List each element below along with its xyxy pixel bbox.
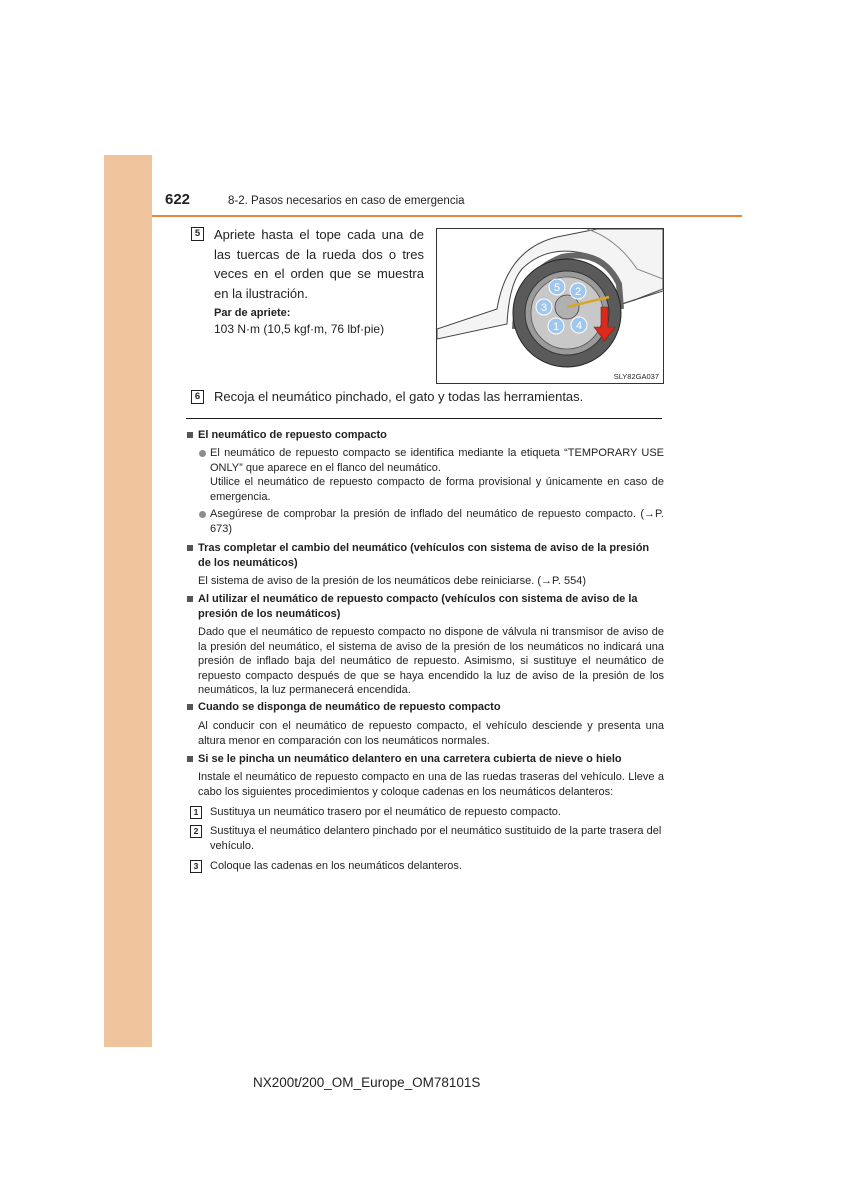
note-bullet-3 <box>187 596 193 602</box>
note-heading-spare-tire: El neumático de repuesto compacto <box>198 429 387 441</box>
note-bullet-5 <box>187 756 193 762</box>
footer-manual-code: NX200t/200_OM_Europe_OM78101S <box>253 1075 481 1090</box>
note-spare-tire-usage-text: Utilice el neumático de repuesto compacto de forma provisional y únicamente en caso de emergencia. <box>210 476 664 503</box>
step-number-6: 6 <box>191 390 204 404</box>
header-rule <box>152 215 742 217</box>
torque-label: Par de apriete: <box>214 307 291 319</box>
step-5-text: Apriete hasta el tope cada una de las tuercas de la rueda dos o tres veces en el orden que se muestra en la ilustración. <box>214 227 424 301</box>
note-bullet-2 <box>187 545 193 551</box>
note-heading-after-change: Tras completar el cambio del neumático (vehículos con sistema de aviso de la presión de los neumáticos) <box>198 542 650 569</box>
wheel-nut-illustration <box>436 228 664 384</box>
note-dot-2 <box>199 511 206 518</box>
note-dot-1 <box>199 450 206 457</box>
note-bullet-1 <box>187 432 193 438</box>
note-heading-using-spare: Al utilizar el neumático de repuesto compacto (vehículos con sistema de aviso de la presión de los neumáticos) <box>198 593 638 620</box>
substep-number-3: 3 <box>190 860 202 873</box>
note-after-change-text: El sistema de aviso de la presión de los neumáticos debe reiniciarse. (→P. 554) <box>198 575 587 587</box>
substep-3-text: Coloque las cadenas en los neumáticos delanteros. <box>210 860 462 872</box>
torque-value: 103 N·m (10,5 kgf·m, 76 lbf·pie) <box>214 322 385 336</box>
step-number-5: 5 <box>191 227 204 241</box>
note-heading-snow-ice: Si se le pincha un neumático delantero en una carretera cubierta de nieve o hielo <box>198 753 622 765</box>
note-snow-ice-text: Instale el neumático de repuesto compacto en una de las ruedas traseras del vehículo. Lleve a cabo los siguientes procedimientos y coloque cadenas en los neumáticos delanteros: <box>198 771 664 798</box>
notes-divider <box>186 418 662 419</box>
note-spare-tire-label-text: El neumático de repuesto compacto se identifica mediante la etiqueta “TEMPORARY USE ONLY” que aparece en el flanco del neumático. <box>210 447 664 474</box>
wheel-illustration-svg <box>437 229 663 383</box>
substep-1-text: Sustituya un neumático trasero por el neumático de repuesto compacto. <box>210 806 561 818</box>
note-driving-spare-text: Al conducir con el neumático de repuesto compacto, el vehículo desciende y presenta una altura menor en comparación con los neumáticos normales. <box>198 720 664 747</box>
nut-label-5: 5 <box>553 282 561 294</box>
nut-label-3: 3 <box>540 302 548 314</box>
page-number: 622 <box>165 191 191 208</box>
chapter-tab-band <box>104 155 152 1047</box>
section-title: 8-2. Pasos necesarios en caso de emergencia <box>228 195 465 207</box>
note-bullet-4 <box>187 704 193 710</box>
note-heading-driving-spare: Cuando se disponga de neumático de repuesto compacto <box>198 701 501 713</box>
substep-number-2: 2 <box>190 825 202 838</box>
note-using-spare-text: Dado que el neumático de repuesto compacto no dispone de válvula ni transmisor de aviso de la presión del neumático, el sistema de aviso de la presión de los neumáticos no indicará una presión de inflado baja del neumático de repuesto. Asimismo, si sustituye el neumático de repuesto compacto después de que se haya encendido la luz de aviso de la presión de los neumáticos, la luz permanecerá encendida. <box>198 626 664 696</box>
nut-label-4: 4 <box>575 320 583 332</box>
substep-number-1: 1 <box>190 806 202 819</box>
nut-label-2: 2 <box>574 286 582 298</box>
note-pressure-check-text: Asegúrese de comprobar la presión de inflado del neumático de repuesto compacto. (→P. 673) <box>210 508 664 535</box>
step-6-text: Recoja el neumático pinchado, el gato y todas las herramientas. <box>214 389 584 404</box>
substep-2-text: Sustituya el neumático delantero pinchado por el neumático sustituido de la parte trasera del vehículo. <box>210 825 662 852</box>
nut-label-1: 1 <box>552 321 560 333</box>
figure-code: SLY82GA037 <box>613 372 659 381</box>
